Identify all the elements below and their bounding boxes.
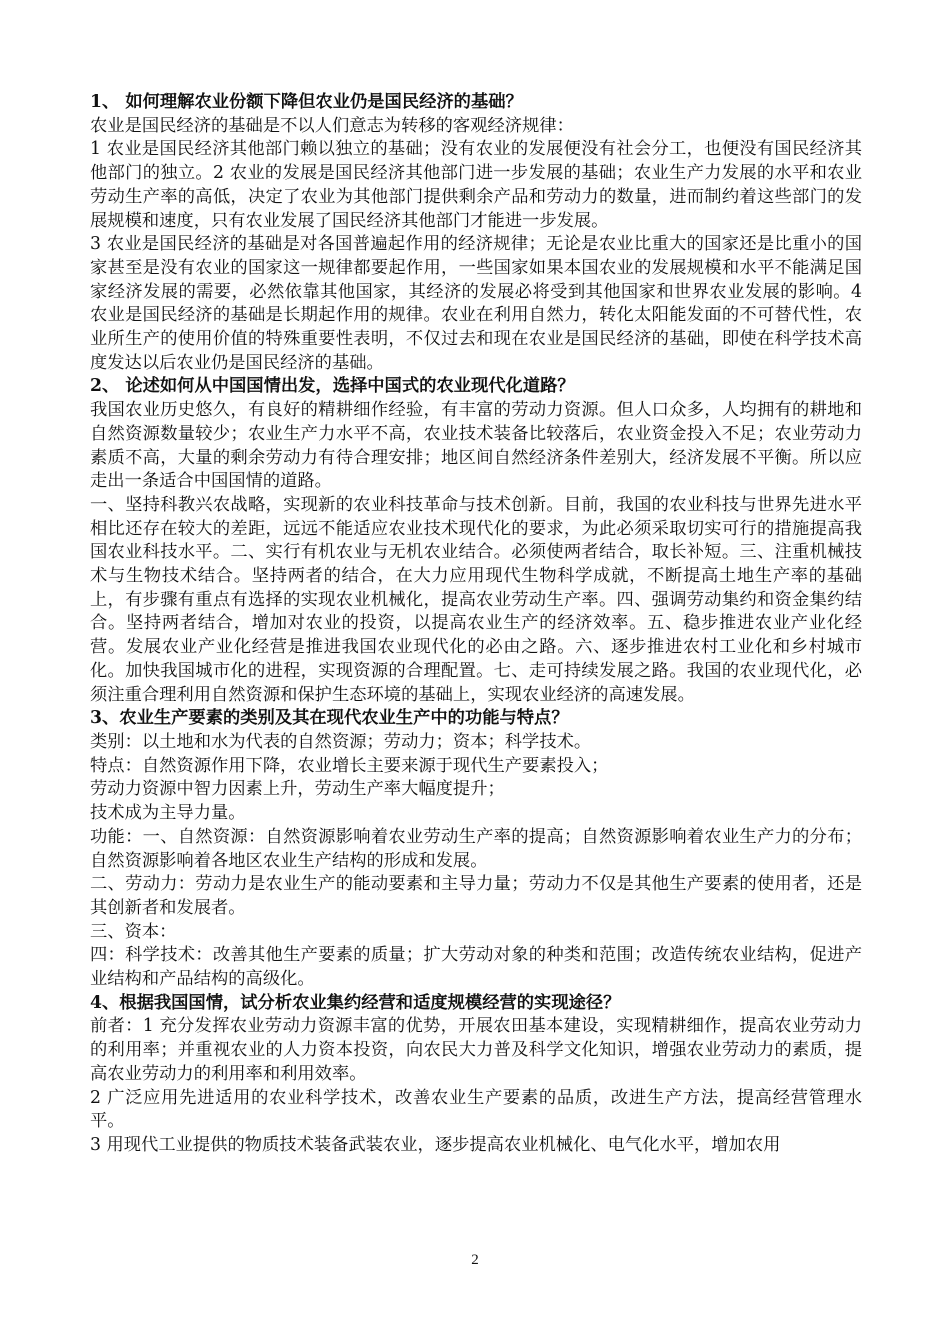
- question-heading: 4、根据我国国情，试分析农业集约经营和适度规模经营的实现途径？: [90, 992, 621, 1013]
- paragraph: 特点：自然资源作用下降，农业增长主要来源于现代生产要素投入；: [90, 755, 609, 776]
- paragraph: 我国农业历史悠久，有良好的精耕细作经验，有丰富的劳动力资源。但人口众多，人均拥有的耕地和自然资源数量较少；农业生产力水平不高，农业技术装备比较落后，农业资金投入不足；农业劳动力素质不高，大量的剩余劳动力有待合理安排；地区间自然经济条件差别大，经济发展不平衡。所以应走出一条适合中国国情的道路。: [90, 400, 862, 492]
- paragraph: 劳动力资源中智力因素上升，劳动生产率大幅度提升；: [90, 779, 505, 800]
- question-heading: 3、农业生产要素的类别及其在现代农业生产中的功能与特点？: [90, 708, 569, 729]
- document-body: [90, 91, 862, 1158]
- paragraph: 1 农业是国民经济其他部门赖以独立的基础；没有农业的发展便没有社会分工，也便没有国民经济其他部门的独立。2 农业的发展是国民经济其他部门进一步发展的基础；农业生产力发展的水平和农业劳动生产率的高低，决定了农业为其他部门提供剩余产品和劳动力的数量，进而制约着这些部门的发展规模和速度，只有农业发展了国民经济其他部门才能进一步发展。: [90, 139, 862, 231]
- question-heading: 2、 论述如何从中国国情出发，选择中国式的农业现代化道路？: [90, 376, 575, 397]
- paragraph: 三、资本：: [90, 921, 177, 942]
- paragraph: 一、坚持科教兴农战略，实现新的农业科技革命与技术创新。目前，我国的农业科技与世界先进水平相比还存在较大的差距，远远不能适应农业技术现代化的要求，为此必须采取切实可行的措施提高我国农业科技水平。二、实行有机农业与无机农业结合。必须使两者结合，取长补短。三、注重机械技术与生物技术结合。坚持两者的结合，在大力应用现代生物科学成就，不断提高土地生产率的基础上，有步骤有重点有选择的实现农业机械化，提高农业劳动生产率。四、强调劳动集约和资金集约结合。坚持两者结合，增加对农业的投资，以提高农业生产的经济效率。五、稳步推进农业产业化经营。发展农业产业化经营是推进我国农业现代化的必由之路。六、逐步推进农村工业化和乡村城市化。加快我国城市化的进程，实现资源的合理配置。七、走可持续发展之路。我国的农业现代化，必须注重合理利用自然资源和保护生态环境的基础上，实现农业经济的高速发展。: [90, 494, 862, 705]
- paragraph: 前者：1 充分发挥农业劳动力资源丰富的优势，开展农田基本建设，实现精耕细作，提高农业劳动力的利用率；并重视农业的人力资本投资，向农民大力普及科学文化知识，增强农业劳动力的素质，提高农业劳动力的利用率和利用效率。: [90, 1016, 862, 1084]
- paragraph: 四：科学技术：改善其他生产要素的质量；扩大劳动对象的种类和范围；改造传统农业结构，促进产业结构和产品结构的高级化。: [90, 945, 862, 990]
- paragraph: 技术成为主导力量。: [90, 803, 246, 824]
- paragraph: 3 农业是国民经济的基础是对各国普遍起作用的经济规律；无论是农业比重大的国家还是比重小的国家甚至是没有农业的国家这一规律都要起作用，一些国家如果本国农业的发展规模和水平不能满足国家经济发展的需要，必然依靠其他国家，其经济的发展必将受到其他国家和世界农业发展的影响。4 农业是国民经济的基础是长期起作用的规律。农业在利用自然力，转化太阳能发面的不可替代性，农业所生产的使用价值的特殊重要性表明，不仅过去和现在农业是国民经济的基础，即使在科学技术高度发达以后农业仍是国民经济的基础。: [90, 234, 862, 373]
- paragraph: 类别：以土地和水为代表的自然资源；劳动力；资本；科学技术。: [90, 731, 592, 752]
- page-number: 2: [471, 1252, 479, 1268]
- paragraph: 2 广泛应用先进适用的农业科学技术，改善农业生产要素的品质，改进生产方法，提高经营管理水平。: [90, 1087, 862, 1132]
- paragraph: 农业是国民经济的基础是不以人们意志为转移的客观经济规律：: [90, 115, 574, 136]
- paragraph: 功能：一、自然资源：自然资源影响着农业劳动生产率的提高；自然资源影响着农业生产力的分布；自然资源影响着各地区农业生产结构的形成和发展。: [90, 826, 862, 871]
- paragraph: 3 用现代工业提供的物质技术装备武装农业，逐步提高农业机械化、电气化水平，增加农用: [90, 1134, 781, 1155]
- question-heading: 1、 如何理解农业份额下降但农业仍是国民经济的基础？: [90, 92, 523, 112]
- paragraph: 二、劳动力：劳动力是农业生产的能动要素和主导力量；劳动力不仅是其他生产要素的使用者，还是其创新者和发展者。: [90, 874, 862, 918]
